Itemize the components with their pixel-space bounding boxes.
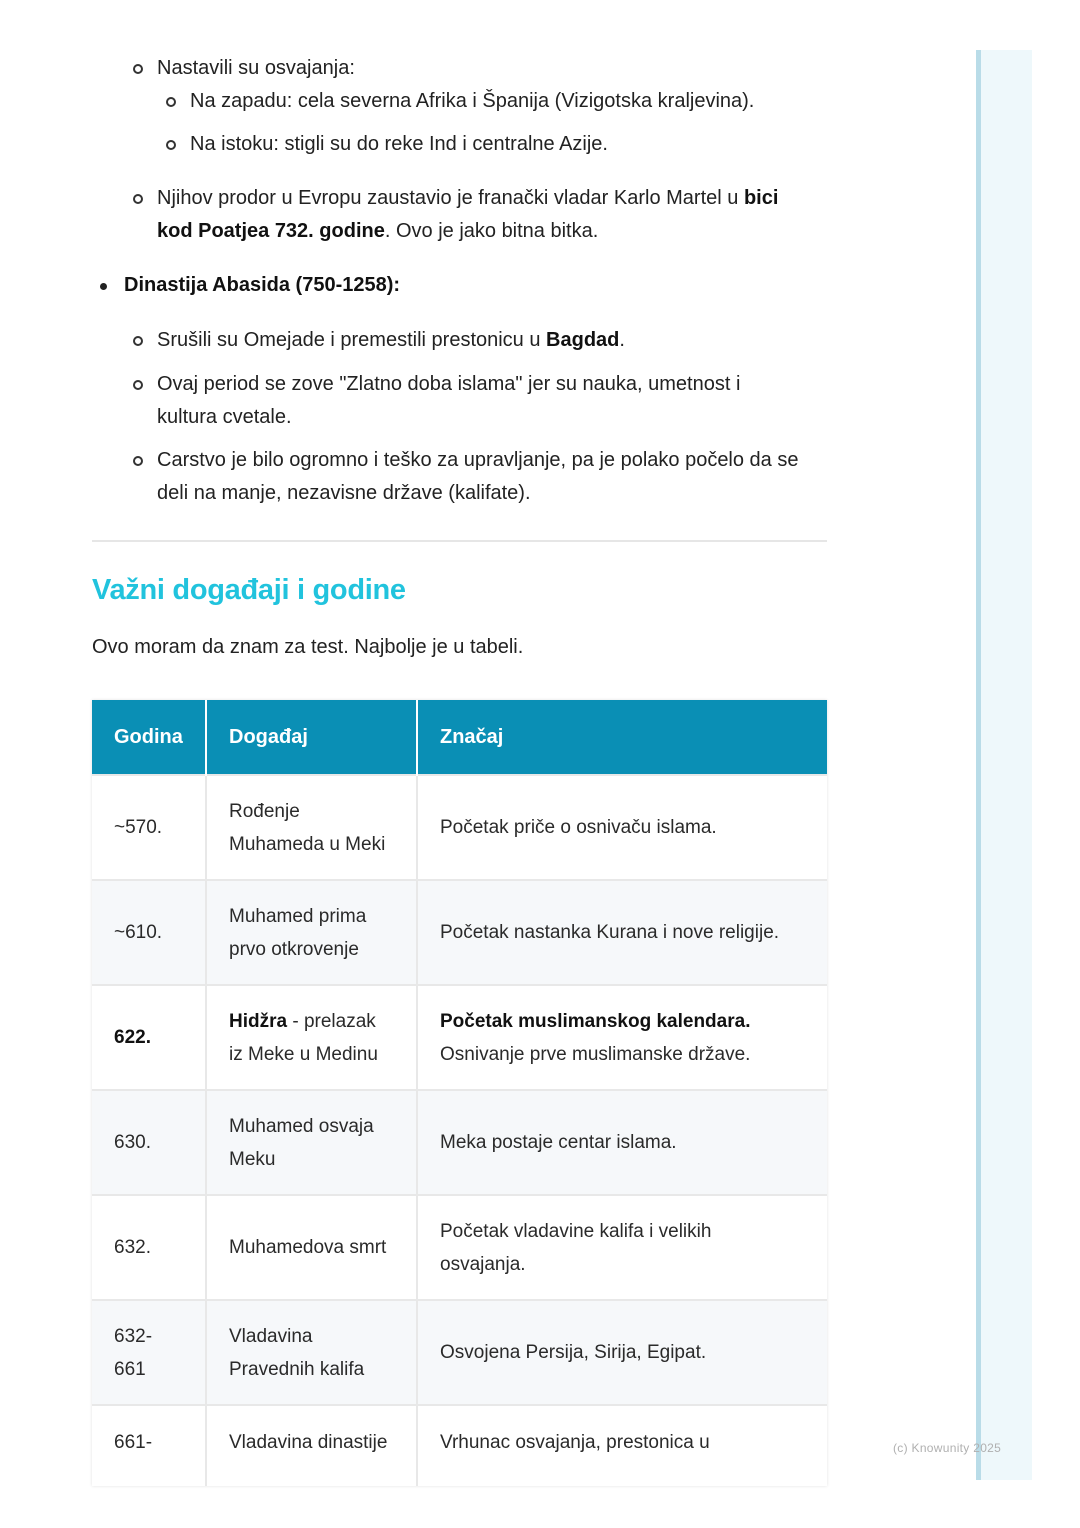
cell-year: 630. — [92, 1090, 206, 1195]
section-heading: Važni događaji i godine — [92, 574, 406, 606]
table-header-row — [92, 700, 827, 775]
cell-significance: Vrhunac osvajanja, prestonica u — [417, 1405, 827, 1486]
bold-text: Bagdad — [546, 329, 620, 351]
list-item: Carstvo je bilo ogromno i teško za upravljanje, pa je polako počelo da se — [157, 449, 799, 471]
list-item: Nastavili su osvajanja: — [157, 57, 355, 79]
cell-event — [206, 985, 417, 1090]
list-bullet-icon — [133, 336, 143, 346]
cell-significance: Početak priče o osnivaču islama. — [417, 775, 827, 880]
list-item — [157, 182, 778, 215]
list-item-continuation: kultura cvetale. — [157, 406, 292, 428]
list-bullet-icon — [133, 194, 143, 204]
table-row — [92, 775, 827, 880]
cell-significance: Početak nastanka Kurana i nove religije. — [417, 880, 827, 985]
bold-text: Hidžra — [229, 1010, 288, 1032]
text-segment: . — [619, 329, 625, 351]
cell-year: 661- — [92, 1405, 206, 1486]
cell-text: - prelazak — [287, 1010, 376, 1032]
list-bullet-icon — [166, 97, 176, 107]
cell-year — [92, 985, 206, 1090]
cell-text: iz Meke u Medinu — [229, 1043, 378, 1065]
cell-text: Početak vladavine kalifa i velikih — [440, 1220, 712, 1242]
cell-text: Pravednih kalifa — [229, 1358, 365, 1380]
list-item: Ovaj period se zove "Zlatno doba islama" jer su nauka, umetnost i — [157, 373, 741, 395]
list-bullet-icon — [133, 64, 143, 74]
list-item: Na zapadu: cela severna Afrika i Španija (Vizigotska kraljevina). — [190, 90, 755, 112]
list-bullet-icon — [100, 283, 107, 290]
cell-text: Muhamed prima — [229, 905, 367, 927]
cell-significance — [417, 1195, 827, 1300]
section-divider — [92, 540, 827, 542]
table-row — [92, 1300, 827, 1405]
table-row — [92, 985, 827, 1090]
cell-year — [92, 1300, 206, 1405]
list-item-continuation: deli na manje, nezavisne države (kalifate). — [157, 482, 531, 504]
cell-significance — [417, 985, 827, 1090]
cell-text: osvajanja. — [440, 1253, 526, 1275]
watermark: (c) Knowunity 2025 — [893, 1441, 1002, 1455]
list-item: Na istoku: stigli su do reke Ind i centralne Azije. — [190, 133, 608, 155]
cell-event — [206, 775, 417, 880]
text-segment: Njihov prodor u Evropu zaustavio je franački vladar Karlo Martel u — [157, 187, 744, 209]
cell-event — [206, 1090, 417, 1195]
table-row — [92, 1195, 827, 1300]
cell-event: Muhamedova smrt — [206, 1195, 417, 1300]
bold-text: 622. — [114, 1027, 151, 1048]
section-list-title — [124, 269, 400, 302]
cell-event — [206, 880, 417, 985]
right-margin-panel — [976, 50, 1032, 1480]
cell-text: 632- — [114, 1325, 153, 1347]
table-row — [92, 1090, 827, 1195]
table-row — [92, 880, 827, 985]
list-item — [157, 324, 625, 357]
text-segment: . Ovo je jako bitna bitka. — [384, 220, 599, 242]
cell-text: Vladavina — [229, 1325, 313, 1347]
table-row — [92, 1405, 827, 1486]
text-segment: Srušili su Omejade i premestili prestonicu u — [157, 329, 547, 351]
column-header-year: Godina — [92, 700, 206, 775]
cell-year: ~610. — [92, 880, 206, 985]
list-bullet-icon — [133, 456, 143, 466]
cell-text: prvo otkrovenje — [229, 938, 359, 960]
cell-text: Rođenje — [229, 800, 300, 822]
list-bullet-icon — [133, 380, 143, 390]
bold-text: bici — [743, 187, 779, 209]
cell-text: Osnivanje prve muslimanske države. — [440, 1043, 751, 1065]
section-intro: Ovo moram da znam za test. Najbolje je u tabeli. — [92, 636, 524, 658]
cell-text: 661 — [114, 1358, 146, 1380]
cell-text: Muhamed osvaja — [229, 1115, 374, 1137]
list-item-continuation — [157, 215, 598, 248]
bold-text: Dinastija Abasida (750-1258): — [124, 274, 401, 296]
bold-text: kod Poatjea 732. godine — [157, 220, 385, 242]
cell-event: Vladavina dinastije — [206, 1405, 417, 1486]
cell-significance: Osvojena Persija, Sirija, Egipat. — [417, 1300, 827, 1405]
bold-text: Početak muslimanskog kalendara. — [440, 1010, 751, 1032]
cell-text: Muhameda u Meki — [229, 833, 386, 855]
cell-significance: Meka postaje centar islama. — [417, 1090, 827, 1195]
column-header-event: Događaj — [206, 700, 417, 775]
cell-event — [206, 1300, 417, 1405]
events-table — [92, 700, 827, 1486]
cell-text: Meku — [229, 1148, 276, 1170]
list-bullet-icon — [166, 140, 176, 150]
column-header-significance: Značaj — [417, 700, 827, 775]
right-margin-rule — [976, 50, 981, 1480]
cell-year: ~570. — [92, 775, 206, 880]
cell-year: 632. — [92, 1195, 206, 1300]
